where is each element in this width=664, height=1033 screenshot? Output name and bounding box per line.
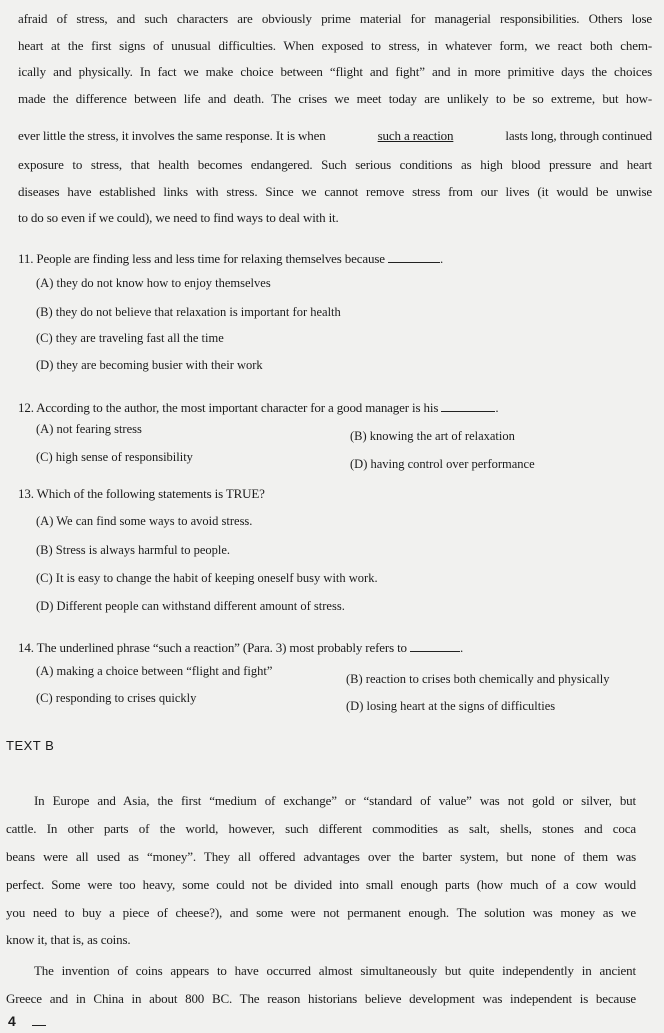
question-13-option-b: (B) Stress is always harmful to people. [36, 543, 231, 557]
passage-line: Greece and in China in about 800 BC. The reason historians believe development was independent is because [6, 991, 636, 1006]
passage-line: to do so even if we could), we need to find ways to deal with it. [18, 210, 339, 225]
question-13-option-d: (D) Different people can withstand different amount of stress. [36, 599, 345, 613]
passage-line: ically and physically. In fact we make choice between “flight and fight” and in more primitive days the choices [18, 64, 652, 79]
question-12-option-d: (D) having control over performance [350, 457, 535, 471]
question-13-stem: 13. Which of the following statements is TRUE? [18, 486, 265, 501]
passage-line: made the difference between life and death. The crises we meet today are unlikely to be so extreme, but how- [18, 91, 652, 106]
question-13-option-a: (A) We can find some ways to avoid stress. [36, 514, 253, 528]
answer-blank [410, 639, 460, 652]
passage-line [18, 128, 652, 144]
question-12-option-c: (C) high sense of responsibility [36, 450, 193, 464]
passage-segment: ever little the stress, it involves the same response. It is when [18, 128, 326, 143]
answer-blank [441, 399, 495, 412]
passage-segment: lasts long, through continued [505, 128, 652, 143]
question-12-stem: 12. According to the author, the most important character for a good manager is his . [18, 400, 499, 415]
passage-line: cattle. In other parts of the world, however, such different commodities as salt, shells, stones and coca [6, 821, 636, 836]
passage-line: In Europe and Asia, the first “medium of exchange” or “standard of value” was not gold or silver, but [34, 793, 636, 808]
question-14-stem: 14. The underlined phrase “such a reaction” (Para. 3) most probably refers to . [18, 640, 464, 655]
passage-line: know it, that is, as coins. [6, 932, 131, 947]
passage-line: diseases have established links with stress. Since we cannot remove stress from our lives (it would be unwise [18, 184, 652, 199]
passage-line: heart at the first signs of unusual difficulties. When exposed to stress, in whatever form, we react both chem- [18, 38, 652, 53]
question-12-option-a: (A) not fearing stress [36, 422, 142, 436]
page-number-rule [32, 1025, 46, 1026]
passage-line: you need to buy a piece of cheese?), and some were not permanent enough. The solution was money as we [6, 905, 636, 920]
question-12-option-b: (B) knowing the art of relaxation [350, 429, 515, 443]
passage-line: afraid of stress, and such characters are obviously prime material for managerial responsibilities. Others lose [18, 11, 652, 26]
passage-line: beans were all used as “money”. They all offered advantages over the barter system, but none of them was [6, 849, 636, 864]
passage-line: perfect. Some were too heavy, some could not be divided into small enough parts (how much of a cow would [6, 877, 636, 892]
question-11-option-d: (D) they are becoming busier with their work [36, 358, 263, 372]
question-14-option-a: (A) making a choice between “flight and fight” [36, 664, 273, 678]
question-11-stem: 11. People are finding less and less time for relaxing themselves because . [18, 251, 444, 266]
question-11-option-a: (A) they do not know how to enjoy themselves [36, 276, 271, 290]
underlined-phrase: such a reaction [377, 128, 454, 143]
page-number: 4 [8, 1013, 16, 1029]
question-13-option-c: (C) It is easy to change the habit of keeping oneself busy with work. [36, 571, 378, 585]
question-14-option-d: (D) losing heart at the signs of difficulties [346, 699, 556, 713]
question-14-option-b: (B) reaction to crises both chemically and physically [346, 672, 610, 686]
answer-blank [388, 250, 440, 263]
question-11-option-c: (C) they are traveling fast all the time [36, 331, 224, 345]
passage-line: exposure to stress, that health becomes endangered. Such serious conditions as high blood pressure and heart [18, 157, 652, 172]
question-11-option-b: (B) they do not believe that relaxation is important for health [36, 305, 341, 319]
question-14-option-c: (C) responding to crises quickly [36, 691, 197, 705]
passage-line: The invention of coins appears to have occurred almost simultaneously but quite independently in ancient [34, 963, 636, 978]
section-heading: TEXT B [6, 738, 55, 753]
